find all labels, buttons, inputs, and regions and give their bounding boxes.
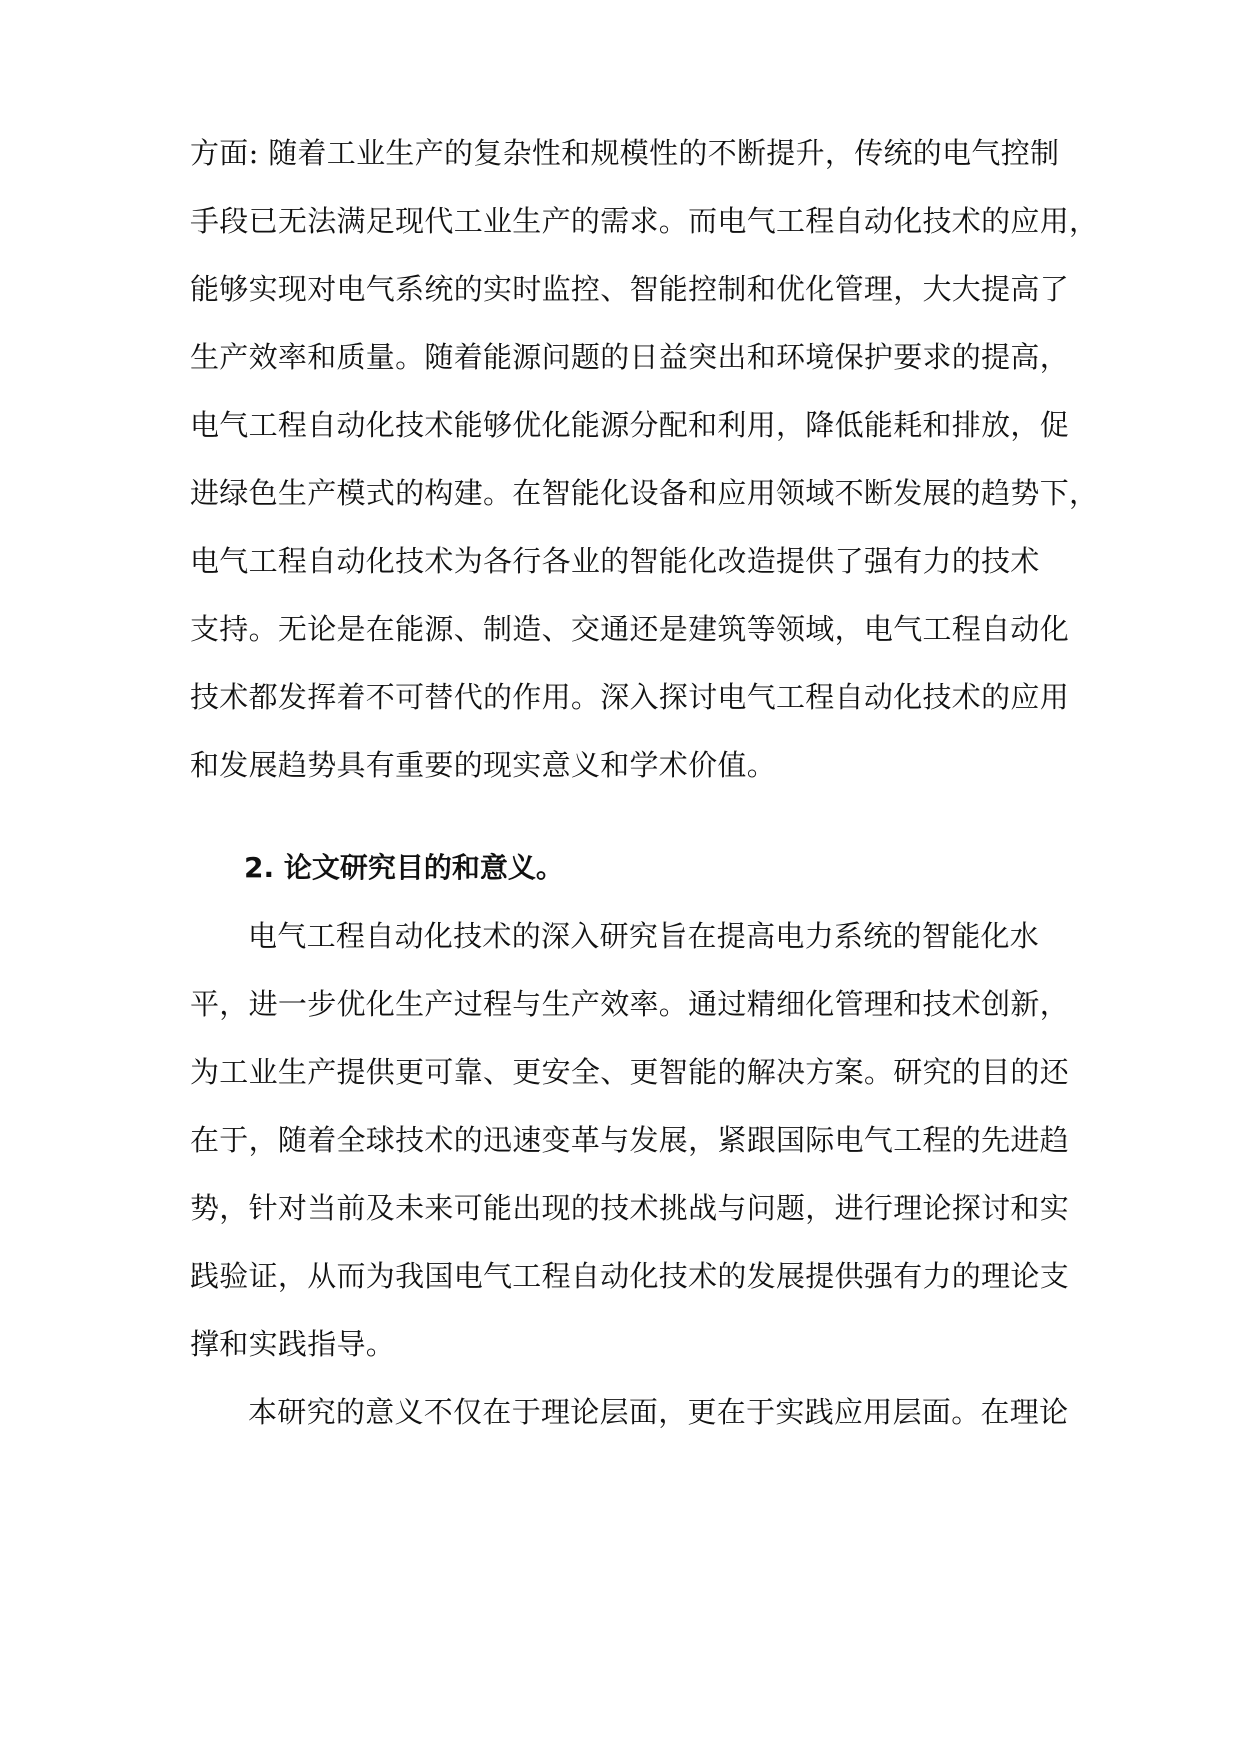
paragraph-2-line: 电气工程自动化技术的深入研究旨在提高电力系统的智能化水 — [248, 919, 1040, 953]
paragraph-1-line: 技术都发挥着不可替代的作用。深入探讨电气工程自动化技术的应用 — [190, 680, 1070, 714]
paragraph-2-line: 在于，随着全球技术的迅速变革与发展，紧跟国际电气工程的先进趋 — [190, 1123, 1070, 1157]
paragraph-1-line: 电气工程自动化技术为各行各业的智能化改造提供了强有力的技术 — [190, 544, 1040, 578]
paragraph-1-line: 能够实现对电气系统的实时监控、智能控制和优化管理，大大提高了 — [190, 272, 1070, 306]
paragraph-2-line: 平，进一步优化生产过程与生产效率。通过精细化管理和技术创新， — [190, 987, 1070, 1021]
paragraph-2-line: 势，针对当前及未来可能出现的技术挑战与问题，进行理论探讨和实 — [190, 1191, 1070, 1225]
paragraph-2-line: 为工业生产提供更可靠、更安全、更智能的解决方案。研究的目的还 — [190, 1055, 1070, 1089]
paragraph-1-line: 支持。无论是在能源、制造、交通还是建筑等领域，电气工程自动化 — [190, 612, 1070, 646]
paragraph-2-line: 撑和实践指导。 — [190, 1327, 396, 1361]
paragraph-1-line: 生产效率和质量。随着能源问题的日益突出和环境保护要求的提高， — [190, 340, 1070, 374]
section-heading: 2. 论文研究目的和意义。 — [244, 851, 564, 884]
paragraph-1-line: 方面: 随着工业生产的复杂性和规模性的不断提升，传统的电气控制 — [190, 136, 1060, 170]
paragraph-1-line: 手段已无法满足现代工业生产的需求。而电气工程自动化技术的应用， — [190, 204, 1099, 238]
paragraph-1-line: 电气工程自动化技术能够优化能源分配和利用，降低能耗和排放，促 — [190, 408, 1070, 442]
paragraph-3-line: 本研究的意义不仅在于理论层面，更在于实践应用层面。在理论 — [248, 1395, 1069, 1429]
paragraph-2-line: 践验证，从而为我国电气工程自动化技术的发展提供强有力的理论支 — [190, 1259, 1070, 1293]
paragraph-1-line: 进绿色生产模式的构建。在智能化设备和应用领域不断发展的趋势下， — [190, 476, 1099, 510]
paragraph-1-line: 和发展趋势具有重要的现实意义和学术价值。 — [190, 748, 777, 782]
